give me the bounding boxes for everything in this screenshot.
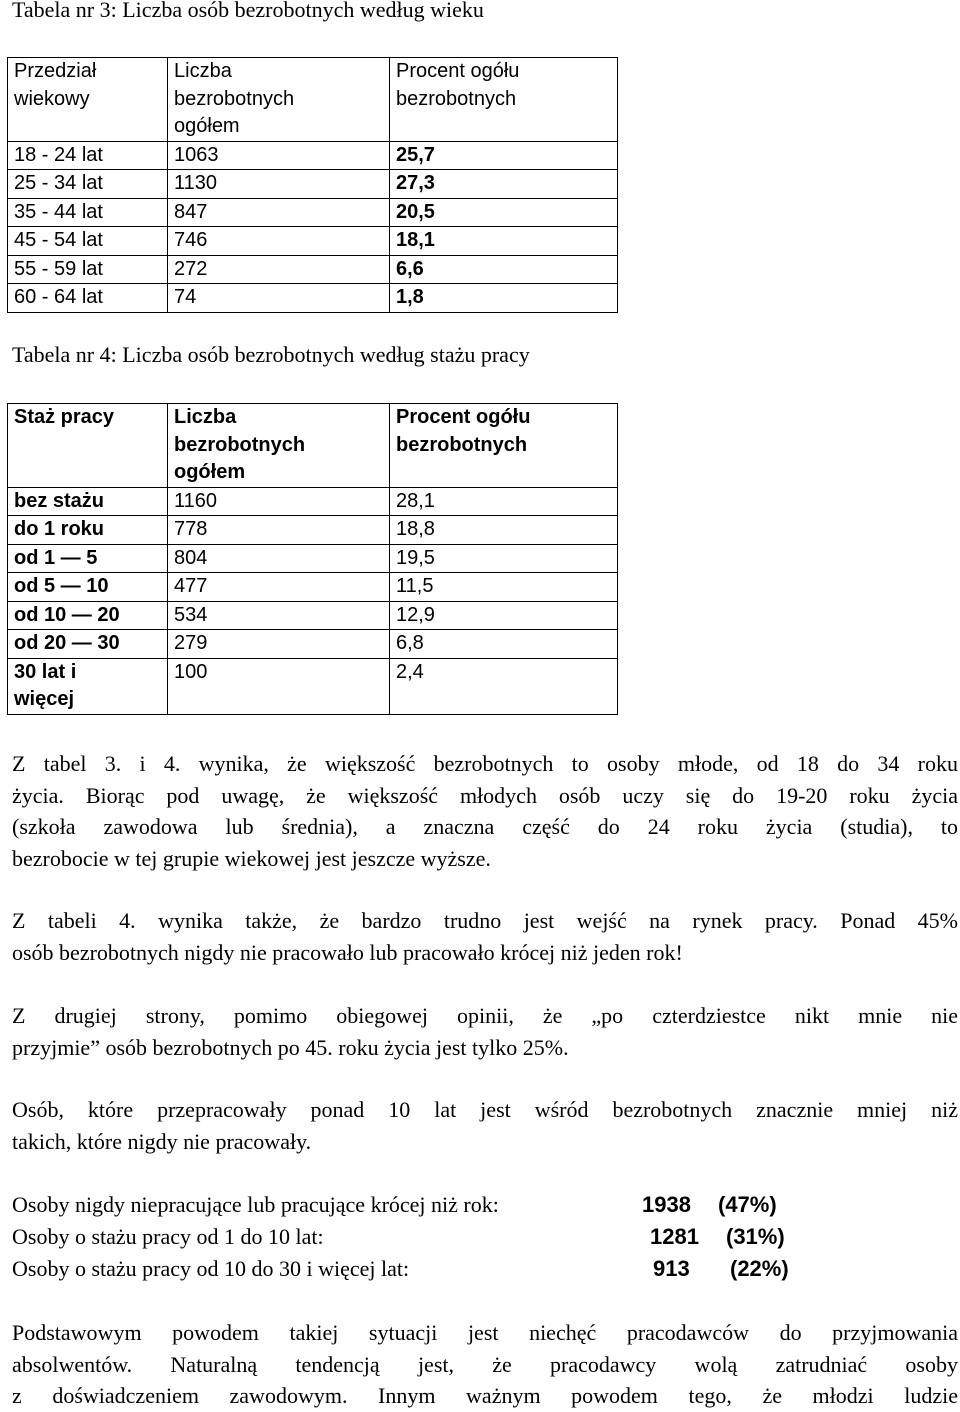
- cell-text: 30 lat i: [14, 660, 77, 683]
- text-line: przyjmie” osób bezrobotnych po 45. roku życia jest tylko 25%.: [12, 1034, 569, 1060]
- cell-text: bezrobotnych: [174, 433, 306, 456]
- text-line: Z tabel 3. i 4. wynika, że większość bezrobotnych to osoby młode, od 18 do 34 roku: [12, 751, 958, 776]
- table-row: [8, 198, 618, 227]
- cell-text: bezrobotnych: [396, 433, 528, 456]
- cell-text: ogółem: [174, 461, 246, 483]
- cell-text: Staż pracy: [14, 406, 115, 428]
- table-cell: 12,9: [390, 601, 618, 630]
- header-cell: [168, 58, 390, 142]
- table-cell: [8, 516, 168, 545]
- table-cell: 18 - 24 lat: [8, 141, 168, 170]
- cell-text: do 1 roku: [14, 518, 105, 540]
- summary-list: [12, 1189, 789, 1285]
- table-row: [8, 630, 618, 659]
- text-line: Z tabeli 4. wynika także, że bardzo trudno jest wejść na rynek pracy. Ponad 45%: [12, 908, 958, 933]
- table-cell: 1160: [168, 487, 390, 516]
- seniority-table: [7, 403, 618, 715]
- table-cell: 6,8: [390, 630, 618, 659]
- table-cell: 25,7: [390, 141, 618, 170]
- text-line: takich, które nigdy nie pracowały.: [12, 1128, 312, 1154]
- summary-percent: (31%): [726, 1224, 785, 1249]
- table-cell: 100: [168, 658, 390, 714]
- paragraph-2: [12, 905, 958, 968]
- table-row: [8, 487, 618, 516]
- table-cell: 27,3: [390, 170, 618, 199]
- cell-text: bezrobotnych: [396, 87, 517, 110]
- table-cell: 18,8: [390, 516, 618, 545]
- table-cell: 1,8: [390, 284, 618, 313]
- table-cell: 272: [168, 255, 390, 284]
- table-cell: 25 - 34 lat: [8, 170, 168, 199]
- table-row: [8, 255, 618, 284]
- table-row: [8, 658, 618, 714]
- paragraph-5: [12, 1317, 958, 1412]
- table-cell: 74: [168, 284, 390, 313]
- table-cell: 20,5: [390, 198, 618, 227]
- cell-text: ogółem: [174, 115, 240, 137]
- cell-text: od 1 — 5: [14, 546, 98, 569]
- table4-caption: Tabela nr 4: Liczba osób bezrobotnych według stażu pracy: [12, 342, 530, 367]
- table-cell: 35 - 44 lat: [8, 198, 168, 227]
- cell-text: bezrobotnych: [174, 87, 295, 110]
- table-cell: 778: [168, 516, 390, 545]
- cell-text: Liczba: [174, 406, 237, 428]
- text-line: bezrobocie w tej grupie wiekowej jest jeszcze wyższe.: [12, 845, 491, 871]
- table-cell: 11,5: [390, 573, 618, 602]
- table-cell: 2,4: [390, 658, 618, 714]
- cell-text: od 5 — 10: [14, 575, 109, 597]
- text-line: Z drugiej strony, pomimo obiegowej opinii, że „po czterdziestce nikt mnie nie: [12, 1003, 958, 1028]
- header-row: [8, 404, 618, 488]
- table-row: [8, 227, 618, 256]
- table-row: [8, 141, 618, 170]
- text-line: absolwentów. Naturalną tendencją jest, że pracodawcy wolą zatrudniać osoby: [12, 1351, 958, 1377]
- table-row: [8, 573, 618, 602]
- text-line: Osób, które przepracowały ponad 10 lat jest wśród bezrobotnych znacznie mniej niż: [12, 1097, 958, 1122]
- table3-caption: Tabela nr 3: Liczba osób bezrobotnych według wieku: [12, 0, 484, 22]
- table-cell: [8, 630, 168, 659]
- table-cell: 534: [168, 601, 390, 630]
- header-cell: [390, 58, 618, 142]
- header-cell: [168, 404, 390, 488]
- table-cell: 60 - 64 lat: [8, 284, 168, 313]
- cell-text: od 20 — 30: [14, 632, 120, 654]
- table-cell: [8, 658, 168, 714]
- paragraph-4: [12, 1094, 958, 1157]
- cell-text: Procent ogółu: [396, 60, 520, 82]
- paragraph-1: [12, 748, 958, 874]
- text-line: z doświadczeniem zawodowym. Innym ważnym powodem tego, że młodzi ludzie: [12, 1383, 958, 1408]
- table-row: [8, 284, 618, 313]
- table-cell: 1063: [168, 141, 390, 170]
- table-cell: 6,6: [390, 255, 618, 284]
- summary-row: [12, 1189, 777, 1221]
- cell-text: bez stażu: [14, 489, 105, 512]
- summary-label: Osoby o stażu pracy od 10 do 30 i więcej lat:: [12, 1256, 410, 1281]
- paragraph-3: [12, 1000, 958, 1063]
- cell-text: Procent ogółu: [396, 406, 531, 428]
- summary-count: 1938: [642, 1192, 691, 1217]
- table-cell: 279: [168, 630, 390, 659]
- table-cell: 19,5: [390, 544, 618, 573]
- table-cell: 746: [168, 227, 390, 256]
- table-cell: [8, 544, 168, 573]
- header-cell: [390, 404, 618, 488]
- table-row: [8, 544, 618, 573]
- table-cell: [8, 601, 168, 630]
- cell-text: od 10 — 20: [14, 603, 120, 626]
- header-row: [8, 58, 618, 142]
- text-line: osób bezrobotnych nigdy nie pracowało lub pracowało krócej niż jeden rok!: [12, 939, 683, 965]
- table-cell: 45 - 54 lat: [8, 227, 168, 256]
- summary-percent: (47%): [718, 1192, 777, 1217]
- table-cell: 1130: [168, 170, 390, 199]
- summary-row: [12, 1253, 789, 1285]
- cell-text: Liczba: [174, 60, 232, 82]
- table-row: [8, 601, 618, 630]
- table-cell: [8, 573, 168, 602]
- text-line: życia. Biorąc pod uwagę, że większość młodych osób uczy się do 19-20 roku życia: [12, 782, 958, 808]
- table-cell: [8, 487, 168, 516]
- table-row: [8, 170, 618, 199]
- header-cell: [8, 404, 168, 488]
- summary-label: Osoby nigdy niepracujące lub pracujące krócej niż rok:: [12, 1192, 499, 1217]
- summary-count: 1281: [650, 1224, 699, 1249]
- table-cell: 28,1: [390, 487, 618, 516]
- table-cell: 804: [168, 544, 390, 573]
- age-table: [7, 57, 618, 313]
- cell-text: Przedział: [14, 60, 97, 82]
- table-cell: 55 - 59 lat: [8, 255, 168, 284]
- header-cell: [8, 58, 168, 142]
- summary-percent: (22%): [730, 1256, 789, 1281]
- table-cell: 18,1: [390, 227, 618, 256]
- table-cell: 847: [168, 198, 390, 227]
- table-cell: 477: [168, 573, 390, 602]
- summary-row: [12, 1221, 785, 1253]
- summary-count: 913: [653, 1256, 690, 1281]
- cell-text: więcej: [14, 688, 75, 710]
- summary-label: Osoby o stażu pracy od 1 do 10 lat:: [12, 1224, 324, 1249]
- text-line: (szkoła zawodowa lub średnia), a znaczna część do 24 roku życia (studia), to: [12, 814, 958, 839]
- text-line: Podstawowym powodem takiej sytuacji jest niechęć pracodawców do przyjmowania: [12, 1320, 958, 1345]
- cell-text: wiekowy: [14, 87, 90, 110]
- table-row: [8, 516, 618, 545]
